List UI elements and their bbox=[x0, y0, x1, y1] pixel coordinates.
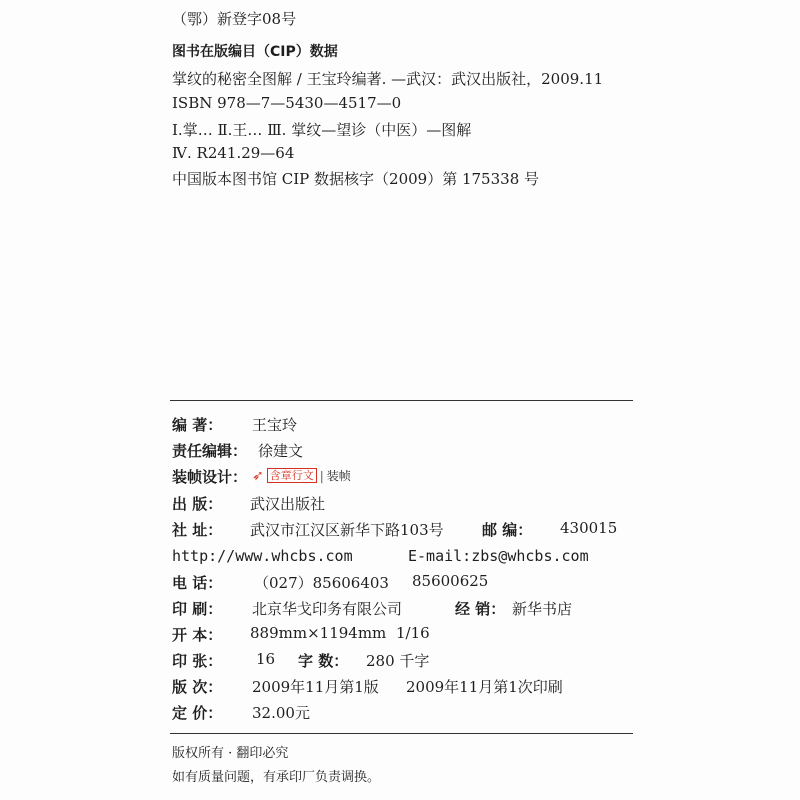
editor-value: 徐建文 bbox=[258, 442, 304, 460]
zip-value: 430015 bbox=[560, 519, 618, 537]
author-value: 王宝玲 bbox=[252, 416, 298, 434]
phone-value-1: （027）85606403 bbox=[254, 574, 389, 592]
editor-label: 责任编辑： bbox=[172, 442, 248, 460]
cip-line-1: 掌纹的秘密全图解 / 王宝玲编著. —武汉：武汉出版社，2009.11 bbox=[172, 70, 604, 88]
registration-number: （鄂）新登字08号 bbox=[172, 10, 297, 28]
phone-value-2: 85600625 bbox=[412, 572, 489, 590]
designer-separator: | bbox=[319, 468, 324, 483]
publisher-label: 出 版： bbox=[172, 495, 223, 513]
designer-suffix: 装帧 bbox=[326, 469, 351, 483]
format-value: 889mm×1194mm bbox=[250, 624, 387, 642]
format-fold: 1/16 bbox=[396, 624, 430, 642]
email-link[interactable]: E-mail:zbs@whcbs.com bbox=[408, 547, 589, 565]
cip-line-subjects: Ⅰ.掌… Ⅱ.王… Ⅲ. 掌纹—望诊（中医）—图解 bbox=[172, 121, 472, 139]
design-label: 装帧设计： bbox=[172, 468, 248, 486]
bird-icon: ➶ bbox=[252, 467, 264, 484]
author-label: 编 著： bbox=[172, 416, 223, 434]
format-label: 开 本： bbox=[172, 626, 223, 644]
copyright-notice: 版权所有 · 翻印必究 bbox=[172, 746, 289, 761]
publisher-value: 武汉出版社 bbox=[250, 495, 326, 513]
cip-line-data-number: 中国版本图书馆 CIP 数据核字（2009）第 175338 号 bbox=[172, 170, 540, 188]
word-count-label: 字 数： bbox=[298, 652, 349, 670]
phone-label: 电 话： bbox=[172, 574, 223, 592]
website-link[interactable]: http://www.whcbs.com bbox=[172, 547, 353, 565]
sheets-label: 印 张： bbox=[172, 652, 223, 670]
edition-label: 版 次： bbox=[172, 678, 223, 696]
distributor-label: 经 销： bbox=[455, 600, 506, 618]
price-label: 定 价： bbox=[172, 704, 223, 722]
edition-value: 2009年11月第1版 bbox=[252, 678, 379, 696]
designer-stamp: 含章行文 bbox=[267, 468, 317, 483]
printing-value: 2009年11月第1次印刷 bbox=[406, 678, 563, 696]
word-count-value: 280 千字 bbox=[366, 652, 430, 670]
zip-label: 邮 编： bbox=[482, 521, 533, 539]
price-value: 32.00元 bbox=[252, 704, 310, 722]
address-label: 社 址： bbox=[172, 521, 223, 539]
divider-bottom bbox=[170, 733, 633, 734]
cip-line-classification: Ⅳ. R241.29—64 bbox=[172, 144, 295, 162]
sheets-value: 16 bbox=[256, 650, 276, 668]
quality-notice: 如有质量问题，有承印厂负责调换。 bbox=[172, 770, 381, 785]
designer-logo bbox=[252, 467, 351, 484]
divider-top bbox=[170, 400, 633, 401]
address-value: 武汉市江汉区新华下路103号 bbox=[250, 521, 444, 539]
printer-label: 印 刷： bbox=[172, 600, 223, 618]
cip-title: 图书在版编目（CIP）数据 bbox=[172, 44, 338, 60]
distributor-value: 新华书店 bbox=[512, 600, 573, 618]
cip-line-isbn: ISBN 978—7—5430—4517—0 bbox=[172, 94, 402, 112]
printer-value: 北京华戈印务有限公司 bbox=[252, 600, 403, 618]
